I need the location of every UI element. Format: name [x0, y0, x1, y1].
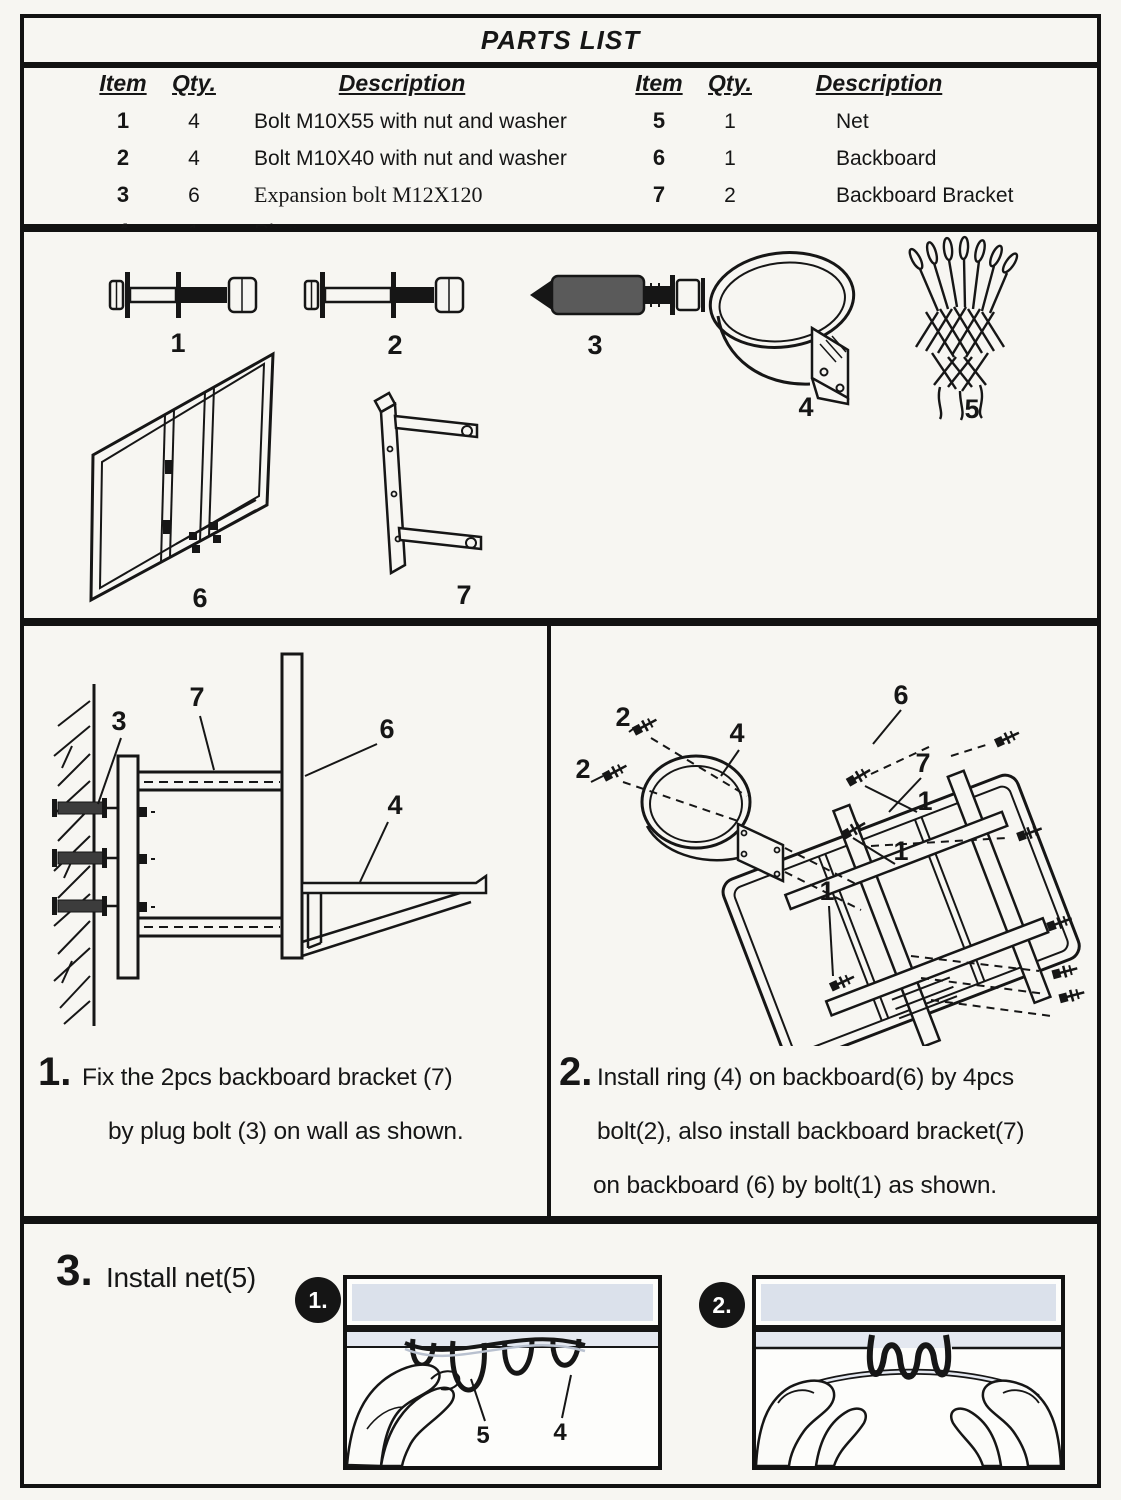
parts-diagram-labels	[170, 328, 979, 613]
backboard-band	[761, 1284, 1056, 1321]
item-no: 3	[116, 182, 130, 207]
item-qty: 6	[188, 184, 200, 207]
item-desc: Backboard Bracket	[836, 184, 1014, 207]
step3-number: 3.	[56, 1246, 93, 1295]
label-7: 7	[189, 682, 205, 712]
table-header-row	[88, 70, 574, 108]
item-desc: Bolt M10X55 with nut and washer	[254, 110, 567, 133]
table-row	[88, 108, 574, 145]
step1-text-line: by plug bolt (3) on wall as shown.	[108, 1118, 464, 1145]
hand-drawing	[347, 1365, 459, 1466]
item-qty: 1	[724, 147, 736, 170]
table-row	[624, 182, 1084, 219]
parts-list-section	[20, 14, 1101, 228]
part-label-5: 5	[964, 394, 980, 424]
label-1b: 1	[893, 836, 909, 866]
label-2b: 2	[575, 754, 591, 784]
part-label-4: 4	[798, 392, 814, 422]
part-label-7: 7	[456, 580, 472, 610]
label-5: 5	[476, 1422, 490, 1449]
parts-table-right	[624, 70, 1084, 219]
step2-panel	[551, 626, 1097, 1216]
step1-text-line: Fix the 2pcs backboard bracket (7)	[82, 1064, 453, 1091]
label-2: 2	[615, 702, 631, 732]
parts-diagram	[24, 232, 1097, 618]
item-qty: 2	[724, 184, 736, 207]
bolt-m10x55-drawing	[110, 272, 256, 318]
backboard-drawing	[91, 354, 273, 600]
rim-bar	[756, 1332, 1061, 1348]
table-header-row	[624, 70, 1084, 108]
backboard-side-view	[282, 654, 302, 958]
col-header-description: Description	[815, 70, 943, 96]
net-panel1-labels	[476, 1419, 567, 1449]
label-7: 7	[915, 748, 931, 778]
col-header-item: Item	[99, 70, 147, 96]
item-desc: Net	[836, 110, 869, 133]
part-label-1: 1	[170, 328, 186, 358]
label-4: 4	[729, 718, 745, 748]
step1-panel	[24, 626, 551, 1216]
expansion-bolt-drawing	[530, 275, 705, 315]
step2-number: 2.	[559, 1050, 593, 1094]
step1-number: 1.	[38, 1050, 72, 1094]
table-row	[624, 108, 1084, 145]
page-title: PARTS LIST	[480, 24, 641, 55]
bolt-m10x40-drawing	[305, 272, 463, 318]
left-hand-drawing	[756, 1381, 866, 1466]
step2-text-line: on backboard (6) by bolt(1) as shown.	[593, 1172, 997, 1199]
item-no: 5	[652, 108, 666, 133]
item-desc: Backboard	[836, 147, 937, 170]
badge-label: 2.	[712, 1291, 732, 1318]
net-panel1-leaders	[471, 1375, 571, 1421]
part-label-6: 6	[192, 583, 208, 613]
item-desc: Expansion bolt M12X120	[254, 182, 483, 207]
board-edge-line	[347, 1325, 658, 1332]
net-install-panel-1	[343, 1275, 662, 1470]
bracket-arms	[138, 772, 282, 936]
step2-text-line: bolt(2), also install backboard bracket(7)	[597, 1118, 1025, 1145]
label-4: 4	[553, 1419, 567, 1446]
part-label-3: 3	[587, 330, 603, 360]
badge-label: 1.	[308, 1286, 328, 1313]
label-4: 4	[387, 790, 403, 820]
label-1: 1	[917, 786, 933, 816]
col-header-qty: Qty.	[708, 70, 752, 96]
net-step2-badge	[699, 1282, 745, 1328]
right-hand-drawing	[951, 1381, 1061, 1466]
table-row	[624, 145, 1084, 182]
item-qty: 4	[188, 110, 200, 133]
net-install-drawing-1	[347, 1279, 658, 1466]
col-header-description: Description	[338, 70, 466, 96]
item-no: 6	[652, 145, 666, 170]
net-install-panel-2	[752, 1275, 1065, 1470]
bracket-drawing	[375, 393, 481, 573]
backboard-exploded-view	[709, 746, 1093, 1046]
label-3: 3	[111, 706, 127, 736]
part-label-2: 2	[387, 330, 403, 360]
step3-section	[20, 1220, 1101, 1488]
label-6: 6	[379, 714, 395, 744]
item-desc: Bolt M10X40 with nut and washer	[254, 147, 567, 170]
step2-diagram	[551, 626, 1093, 1046]
item-qty: 1	[724, 110, 736, 133]
label-6: 6	[893, 680, 909, 710]
col-header-item: Item	[635, 70, 683, 96]
net-step1-badge	[295, 1277, 341, 1323]
plate-bolt-heads	[138, 807, 155, 912]
parts-diagram-section	[20, 228, 1101, 622]
steps-section	[20, 622, 1101, 1220]
item-no: 2	[116, 145, 130, 170]
step1-diagram	[24, 626, 547, 1046]
step3-title: Install net(5)	[106, 1262, 256, 1293]
ring-drawing	[705, 245, 859, 404]
item-no: 7	[652, 182, 666, 207]
table-row	[88, 145, 574, 182]
bracket-plate	[118, 756, 138, 978]
col-header-qty: Qty.	[172, 70, 216, 96]
net-install-drawing-2	[756, 1279, 1061, 1466]
parts-list-titlebar	[24, 18, 1097, 68]
item-no: 1	[116, 108, 130, 133]
step2-text-line: Install ring (4) on backboard(6) by 4pcs	[597, 1064, 1014, 1091]
backboard-band	[352, 1284, 653, 1321]
item-qty: 4	[188, 147, 200, 170]
board-edge-line	[756, 1325, 1061, 1332]
table-row	[88, 182, 574, 219]
ring-side-view	[302, 876, 486, 956]
label-1c: 1	[819, 876, 835, 906]
net-drawing	[907, 237, 1019, 420]
